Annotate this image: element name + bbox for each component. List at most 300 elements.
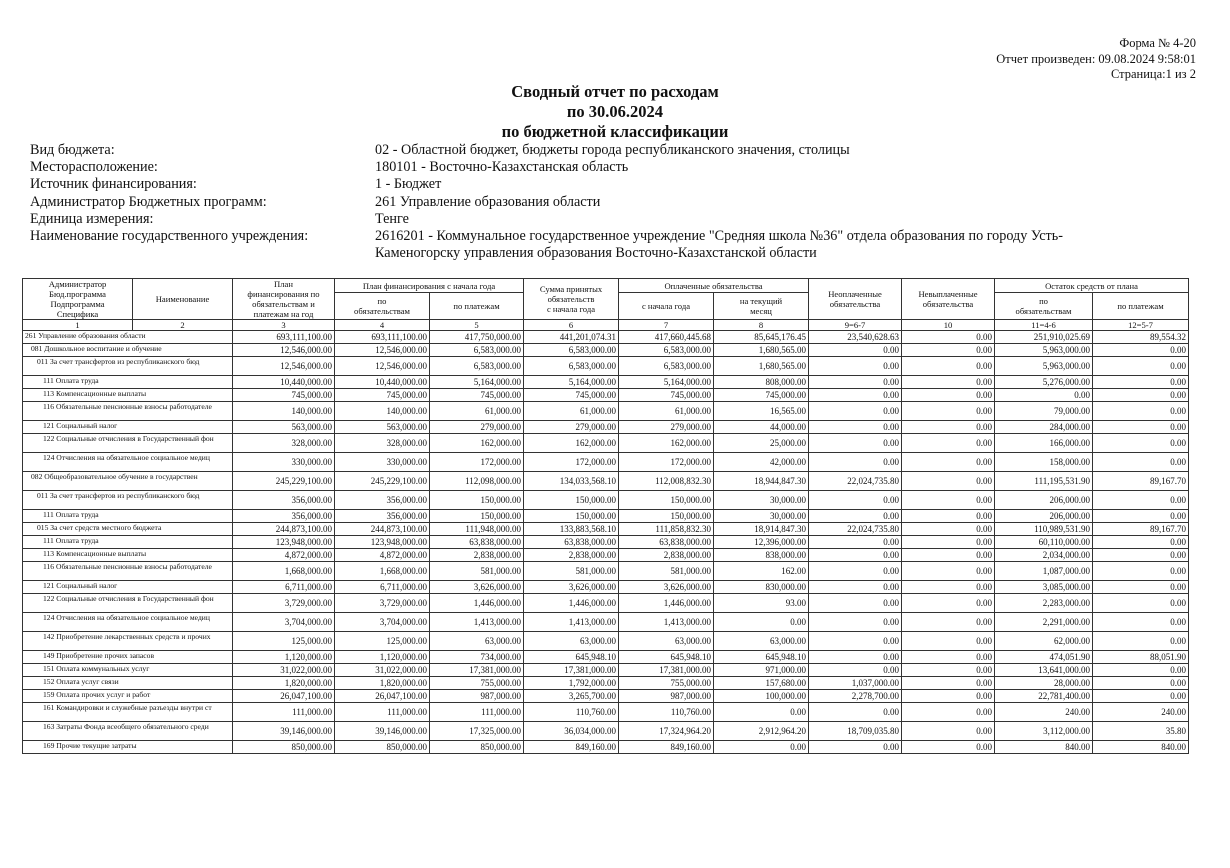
expense-table <box>22 278 1189 754</box>
cell-value: 245,229,100.00 <box>233 472 335 491</box>
cell-value: 31,022,000.00 <box>233 664 335 677</box>
header-text: обязательств <box>547 294 595 304</box>
row-label: 124 Отчисления на обязательное социальное медиц <box>23 453 233 472</box>
table-row <box>23 651 1189 664</box>
cell-value: 30,000.00 <box>714 510 809 523</box>
cell-value: 0.00 <box>1093 344 1189 357</box>
cell-value: 162,000.00 <box>430 434 524 453</box>
cell-value: 17,324,964.20 <box>619 722 714 741</box>
col-group-rest: Остаток средств от плана <box>995 279 1189 293</box>
cell-value: 0.00 <box>995 389 1093 402</box>
table-row <box>23 389 1189 402</box>
table-row <box>23 703 1189 722</box>
cell-value: 12,546,000.00 <box>233 357 335 376</box>
cell-value: 1,120,000.00 <box>335 651 430 664</box>
table-row <box>23 344 1189 357</box>
cell-value: 0.00 <box>809 594 902 613</box>
param-row <box>30 142 1205 159</box>
cell-value: 2,291,000.00 <box>995 613 1093 632</box>
cell-value: 35.80 <box>1093 722 1189 741</box>
col-header-name: Наименование <box>133 279 233 320</box>
cell-value: 36,034,000.00 <box>524 722 619 741</box>
cell-value: 0.00 <box>902 376 995 389</box>
cell-value: 3,626,000.00 <box>430 581 524 594</box>
row-label: 169 Прочие текущие затраты <box>23 741 233 754</box>
header-text: Подпрограмма <box>50 299 105 309</box>
cell-value: 850,000.00 <box>233 741 335 754</box>
cell-value: 240.00 <box>995 703 1093 722</box>
cell-value: 987,000.00 <box>619 690 714 703</box>
col-num: 9=6-7 <box>809 320 902 331</box>
cell-value: 1,446,000.00 <box>430 594 524 613</box>
cell-value: 31,022,000.00 <box>335 664 430 677</box>
row-label: 124 Отчисления на обязательное социальное медиц <box>23 613 233 632</box>
column-number-row <box>23 320 1189 331</box>
cell-value: 0.00 <box>902 594 995 613</box>
header-text: Бюд.программа <box>49 289 106 299</box>
cell-value: 111,858,832.30 <box>619 523 714 536</box>
cell-value: 112,008,832.30 <box>619 472 714 491</box>
cell-value: 0.00 <box>902 434 995 453</box>
cell-value: 0.00 <box>902 664 995 677</box>
table-row <box>23 613 1189 632</box>
row-label: 111 Оплата труда <box>23 376 233 389</box>
cell-value: 12,546,000.00 <box>335 357 430 376</box>
cell-value: 110,989,531.90 <box>995 523 1093 536</box>
cell-value: 0.00 <box>809 703 902 722</box>
cell-value: 3,085,000.00 <box>995 581 1093 594</box>
header-text: на текущий <box>739 296 783 307</box>
cell-value: 150,000.00 <box>619 491 714 510</box>
cell-value: 745,000.00 <box>430 389 524 402</box>
cell-value: 89,167.70 <box>1093 523 1189 536</box>
row-label: 121 Социальный налог <box>23 581 233 594</box>
table-row <box>23 562 1189 581</box>
cell-value: 0.00 <box>902 562 995 581</box>
cell-value: 0.00 <box>809 453 902 472</box>
row-label: 081 Дошкольное воспитание и обучение <box>23 344 233 357</box>
cell-value: 417,660,445.68 <box>619 331 714 344</box>
table-row <box>23 331 1189 344</box>
cell-value: 3,626,000.00 <box>619 581 714 594</box>
cell-value: 0.00 <box>1093 594 1189 613</box>
col-num: 6 <box>524 320 619 331</box>
col-header-rest-pay: по платежам <box>1093 293 1189 320</box>
cell-value: 0.00 <box>1093 562 1189 581</box>
cell-value: 5,963,000.00 <box>995 344 1093 357</box>
cell-value: 417,750,000.00 <box>430 331 524 344</box>
cell-value: 0.00 <box>1093 536 1189 549</box>
cell-value: 25,000.00 <box>714 434 809 453</box>
cell-value: 581,000.00 <box>619 562 714 581</box>
row-label: 116 Обязательные пенсионные взносы работодателе <box>23 402 233 421</box>
cell-value: 111,195,531.90 <box>995 472 1093 491</box>
cell-value: 112,098,000.00 <box>430 472 524 491</box>
cell-value: 2,278,700.00 <box>809 690 902 703</box>
table-row <box>23 741 1189 754</box>
param-row <box>30 176 1205 193</box>
cell-value: 3,265,700.00 <box>524 690 619 703</box>
cell-value: 0.00 <box>809 613 902 632</box>
row-label: 116 Обязательные пенсионные взносы работодателе <box>23 562 233 581</box>
report-parameters <box>30 142 1205 262</box>
cell-value: 1,680,565.00 <box>714 344 809 357</box>
cell-value: 172,000.00 <box>619 453 714 472</box>
cell-value: 17,381,000.00 <box>524 664 619 677</box>
cell-value: 1,413,000.00 <box>430 613 524 632</box>
cell-value: 63,000.00 <box>714 632 809 651</box>
param-value: 261 Управление образования области <box>375 193 601 210</box>
cell-value: 62,000.00 <box>995 632 1093 651</box>
cell-value: 22,781,400.00 <box>995 690 1093 703</box>
header-text: обязательствам и <box>252 299 315 309</box>
cell-value: 3,704,000.00 <box>335 613 430 632</box>
cell-value: 0.00 <box>1093 402 1189 421</box>
cell-value: 1,680,565.00 <box>714 357 809 376</box>
cell-value: 3,729,000.00 <box>233 594 335 613</box>
cell-value: 4,872,000.00 <box>233 549 335 562</box>
cell-value: 42,000.00 <box>714 453 809 472</box>
cell-value: 166,000.00 <box>995 434 1093 453</box>
cell-value: 693,111,100.00 <box>335 331 430 344</box>
cell-value: 0.00 <box>902 722 995 741</box>
cell-value: 5,164,000.00 <box>524 376 619 389</box>
row-label: 163 Затраты Фонда всеобщего обязательного среди <box>23 722 233 741</box>
cell-value: 1,413,000.00 <box>619 613 714 632</box>
cell-value: 581,000.00 <box>524 562 619 581</box>
cell-value: 88,051.90 <box>1093 651 1189 664</box>
cell-value: 63,838,000.00 <box>430 536 524 549</box>
param-value: 02 - Областной бюджет, бюджеты города республиканского значения, столицы <box>375 142 850 158</box>
table-row <box>23 536 1189 549</box>
cell-value: 85,645,176.45 <box>714 331 809 344</box>
cell-value: 1,668,000.00 <box>335 562 430 581</box>
cell-value: 1,037,000.00 <box>809 677 902 690</box>
col-header-plan-pay: по платежам <box>430 293 524 320</box>
cell-value: 6,711,000.00 <box>233 581 335 594</box>
cell-value: 206,000.00 <box>995 491 1093 510</box>
param-value: 1 - Бюджет <box>375 176 442 193</box>
cell-value: 0.00 <box>902 344 995 357</box>
cell-value: 0.00 <box>902 690 995 703</box>
cell-value: 1,792,000.00 <box>524 677 619 690</box>
cell-value: 645,948.10 <box>714 651 809 664</box>
row-label: 122 Социальные отчисления в Государственный фон <box>23 594 233 613</box>
table-row <box>23 594 1189 613</box>
cell-value: 0.00 <box>902 331 995 344</box>
param-label: Единица измерения: <box>30 210 154 227</box>
table-row <box>23 690 1189 703</box>
cell-value: 3,704,000.00 <box>233 613 335 632</box>
table-row <box>23 549 1189 562</box>
cell-value: 0.00 <box>809 434 902 453</box>
header-text: Специфика <box>56 309 99 319</box>
cell-value: 0.00 <box>902 491 995 510</box>
cell-value: 134,033,568.10 <box>524 472 619 491</box>
cell-value: 0.00 <box>1093 491 1189 510</box>
cell-value: 245,229,100.00 <box>335 472 430 491</box>
cell-value: 158,000.00 <box>995 453 1093 472</box>
table-row <box>23 357 1189 376</box>
cell-value: 162,000.00 <box>619 434 714 453</box>
cell-value: 133,883,568.10 <box>524 523 619 536</box>
col-num: 10 <box>902 320 995 331</box>
cell-value: 6,583,000.00 <box>524 344 619 357</box>
param-value: Тенге <box>375 210 409 227</box>
row-label: 161 Командировки и служебные разъезды внутри ст <box>23 703 233 722</box>
cell-value: 581,000.00 <box>430 562 524 581</box>
cell-value: 0.00 <box>714 613 809 632</box>
cell-value: 2,912,964.20 <box>714 722 809 741</box>
param-row <box>30 228 1205 262</box>
header-text: Сумма принятых <box>539 284 603 294</box>
cell-value: 2,034,000.00 <box>995 549 1093 562</box>
cell-value: 755,000.00 <box>430 677 524 690</box>
table-row <box>23 402 1189 421</box>
cell-value: 61,000.00 <box>430 402 524 421</box>
row-label: 011 За счет трансфертов из республиканского бюд <box>23 357 233 376</box>
table-body <box>23 331 1189 754</box>
header-text: с начала года <box>546 304 596 314</box>
title-line: Сводный отчет по расходам <box>511 82 719 101</box>
cell-value: 0.00 <box>809 389 902 402</box>
cell-value: 1,446,000.00 <box>524 594 619 613</box>
cell-value: 0.00 <box>902 677 995 690</box>
cell-value: 328,000.00 <box>335 434 430 453</box>
cell-value: 0.00 <box>809 376 902 389</box>
cell-value: 849,160.00 <box>524 741 619 754</box>
cell-value: 0.00 <box>1093 549 1189 562</box>
table-row <box>23 664 1189 677</box>
row-label: 111 Оплата труда <box>23 510 233 523</box>
cell-value: 79,000.00 <box>995 402 1093 421</box>
cell-value: 0.00 <box>902 549 995 562</box>
cell-value: 172,000.00 <box>430 453 524 472</box>
header-text: обязательствам <box>1015 306 1072 317</box>
cell-value: 0.00 <box>902 741 995 754</box>
cell-value: 0.00 <box>1093 453 1189 472</box>
cell-value: 17,325,000.00 <box>430 722 524 741</box>
table-row <box>23 491 1189 510</box>
row-label: 111 Оплата труда <box>23 536 233 549</box>
cell-value: 150,000.00 <box>430 510 524 523</box>
cell-value: 240.00 <box>1093 703 1189 722</box>
cell-value: 63,838,000.00 <box>619 536 714 549</box>
cell-value: 3,729,000.00 <box>335 594 430 613</box>
cell-value: 0.00 <box>809 741 902 754</box>
cell-value: 0.00 <box>1093 690 1189 703</box>
cell-value: 356,000.00 <box>233 491 335 510</box>
form-number: Форма № 4-20 <box>1119 36 1196 50</box>
col-num: 8 <box>714 320 809 331</box>
col-num: 5 <box>430 320 524 331</box>
cell-value: 0.00 <box>1093 664 1189 677</box>
cell-value: 18,709,035.80 <box>809 722 902 741</box>
cell-value: 0.00 <box>809 421 902 434</box>
row-label: 159 Оплата прочих услуг и работ <box>23 690 233 703</box>
cell-value: 0.00 <box>809 562 902 581</box>
col-num: 11=4-6 <box>995 320 1093 331</box>
row-label: 113 Компенсационные выплаты <box>23 549 233 562</box>
cell-value: 745,000.00 <box>619 389 714 402</box>
title-classification: по бюджетной классификации <box>501 122 729 141</box>
cell-value: 63,000.00 <box>524 632 619 651</box>
param-value-line: Каменогорску управления образования Восточно-Казахстанской области <box>375 245 817 262</box>
cell-value: 2,283,000.00 <box>995 594 1093 613</box>
cell-value: 0.00 <box>902 632 995 651</box>
cell-value: 330,000.00 <box>335 453 430 472</box>
cell-value: 12,546,000.00 <box>335 344 430 357</box>
header-text: обязательствам <box>354 306 410 317</box>
param-label: Месторасположение: <box>30 159 158 176</box>
param-row <box>30 194 1205 211</box>
cell-value: 162.00 <box>714 562 809 581</box>
cell-value: 0.00 <box>902 453 995 472</box>
cell-value: 63,000.00 <box>619 632 714 651</box>
cell-value: 111,000.00 <box>233 703 335 722</box>
table-header <box>23 279 1189 331</box>
cell-value: 150,000.00 <box>524 491 619 510</box>
table-row <box>23 523 1189 536</box>
cell-value: 850,000.00 <box>430 741 524 754</box>
cell-value: 0.00 <box>1093 357 1189 376</box>
col-group-paid: Оплаченные обязательства <box>619 279 809 293</box>
col-header-paid-month <box>714 293 809 320</box>
cell-value: 140,000.00 <box>233 402 335 421</box>
header-text: План <box>274 279 293 289</box>
cell-value: 18,944,847.30 <box>714 472 809 491</box>
cell-value: 150,000.00 <box>619 510 714 523</box>
cell-value: 0.00 <box>714 741 809 754</box>
cell-value: 0.00 <box>1093 389 1189 402</box>
cell-value: 0.00 <box>902 402 995 421</box>
cell-value: 0.00 <box>809 632 902 651</box>
cell-value: 93.00 <box>714 594 809 613</box>
cell-value: 17,381,000.00 <box>430 664 524 677</box>
cell-value: 0.00 <box>902 703 995 722</box>
cell-value: 1,446,000.00 <box>619 594 714 613</box>
cell-value: 61,000.00 <box>619 402 714 421</box>
cell-value: 745,000.00 <box>714 389 809 402</box>
col-header-paid-start: с начала года <box>619 293 714 320</box>
cell-value: 1,087,000.00 <box>995 562 1093 581</box>
report-info <box>996 36 1196 83</box>
row-label: 142 Приобретение лекарственных средств и прочих <box>23 632 233 651</box>
cell-value: 110,760.00 <box>524 703 619 722</box>
col-header-unpaid <box>809 279 902 320</box>
cell-value: 0.00 <box>902 472 995 491</box>
cell-value: 645,948.10 <box>524 651 619 664</box>
cell-value: 30,000.00 <box>714 491 809 510</box>
report-timestamp: Отчет произведен: 09.08.2024 9:58:01 <box>996 51 1196 66</box>
table-row <box>23 581 1189 594</box>
cell-value: 0.00 <box>1093 632 1189 651</box>
cell-value: 23,540,628.63 <box>809 331 902 344</box>
col-num: 3 <box>233 320 335 331</box>
cell-value: 850,000.00 <box>335 741 430 754</box>
cell-value: 22,024,735.80 <box>809 472 902 491</box>
row-label: 113 Компенсационные выплаты <box>23 389 233 402</box>
col-header-plan <box>233 279 335 320</box>
table-row <box>23 376 1189 389</box>
cell-value: 6,583,000.00 <box>524 357 619 376</box>
cell-value: 0.00 <box>809 357 902 376</box>
cell-value: 0.00 <box>1093 421 1189 434</box>
param-label: Администратор Бюджетных программ: <box>30 193 267 210</box>
table-row <box>23 632 1189 651</box>
table-row <box>23 472 1189 491</box>
cell-value: 2,838,000.00 <box>619 549 714 562</box>
cell-value: 28,000.00 <box>995 677 1093 690</box>
cell-value: 5,963,000.00 <box>995 357 1093 376</box>
cell-value: 100,000.00 <box>714 690 809 703</box>
cell-value: 22,024,735.80 <box>809 523 902 536</box>
cell-value: 123,948,000.00 <box>335 536 430 549</box>
cell-value: 16,565.00 <box>714 402 809 421</box>
row-label: 121 Социальный налог <box>23 421 233 434</box>
cell-value: 172,000.00 <box>524 453 619 472</box>
cell-value: 12,396,000.00 <box>714 536 809 549</box>
cell-value: 808,000.00 <box>714 376 809 389</box>
cell-value: 1,413,000.00 <box>524 613 619 632</box>
cell-value: 150,000.00 <box>430 491 524 510</box>
cell-value: 111,948,000.00 <box>430 523 524 536</box>
cell-value: 0.00 <box>809 549 902 562</box>
cell-value: 0.00 <box>902 651 995 664</box>
col-header-accepted <box>524 279 619 320</box>
cell-value: 0.00 <box>809 651 902 664</box>
col-num: 2 <box>133 320 233 331</box>
cell-value: 0.00 <box>902 536 995 549</box>
row-label: 082 Общеобразовательное обучение в государствен <box>23 472 233 491</box>
col-num: 1 <box>23 320 133 331</box>
header-text: по <box>377 296 387 307</box>
param-value-line: 2616201 - Коммунальное государственное учреждение "Средняя школа №36" отдела образования по городу Усть- <box>375 228 1063 245</box>
cell-value: 838,000.00 <box>714 549 809 562</box>
cell-value: 330,000.00 <box>233 453 335 472</box>
cell-value: 0.00 <box>809 344 902 357</box>
cell-value: 63,000.00 <box>430 632 524 651</box>
param-label: Источник финансирования: <box>30 176 197 193</box>
cell-value: 10,440,000.00 <box>233 376 335 389</box>
param-value: 180101 - Восточно-Казахстанская область <box>375 159 629 176</box>
param-row <box>30 159 1205 176</box>
cell-value: 10,440,000.00 <box>335 376 430 389</box>
header-text: финансирования по <box>247 289 320 299</box>
cell-value: 2,838,000.00 <box>430 549 524 562</box>
header-text: обязательства <box>829 299 881 309</box>
cell-value: 279,000.00 <box>524 421 619 434</box>
cell-value: 26,047,100.00 <box>233 690 335 703</box>
cell-value: 0.00 <box>809 664 902 677</box>
cell-value: 63,838,000.00 <box>524 536 619 549</box>
row-label: 015 За счет средств местного бюджета <box>23 523 233 536</box>
cell-value: 0.00 <box>902 510 995 523</box>
cell-value: 279,000.00 <box>430 421 524 434</box>
cell-value: 5,164,000.00 <box>430 376 524 389</box>
cell-value: 0.00 <box>809 510 902 523</box>
cell-value: 162,000.00 <box>524 434 619 453</box>
cell-value: 987,000.00 <box>430 690 524 703</box>
cell-value: 745,000.00 <box>335 389 430 402</box>
cell-value: 693,111,100.00 <box>233 331 335 344</box>
cell-value: 44,000.00 <box>714 421 809 434</box>
header-text: по <box>1039 296 1048 307</box>
cell-value: 356,000.00 <box>335 491 430 510</box>
param-label: Вид бюджета: <box>30 142 115 158</box>
header-text: Невыплаченные <box>918 289 978 299</box>
cell-value: 5,164,000.00 <box>619 376 714 389</box>
